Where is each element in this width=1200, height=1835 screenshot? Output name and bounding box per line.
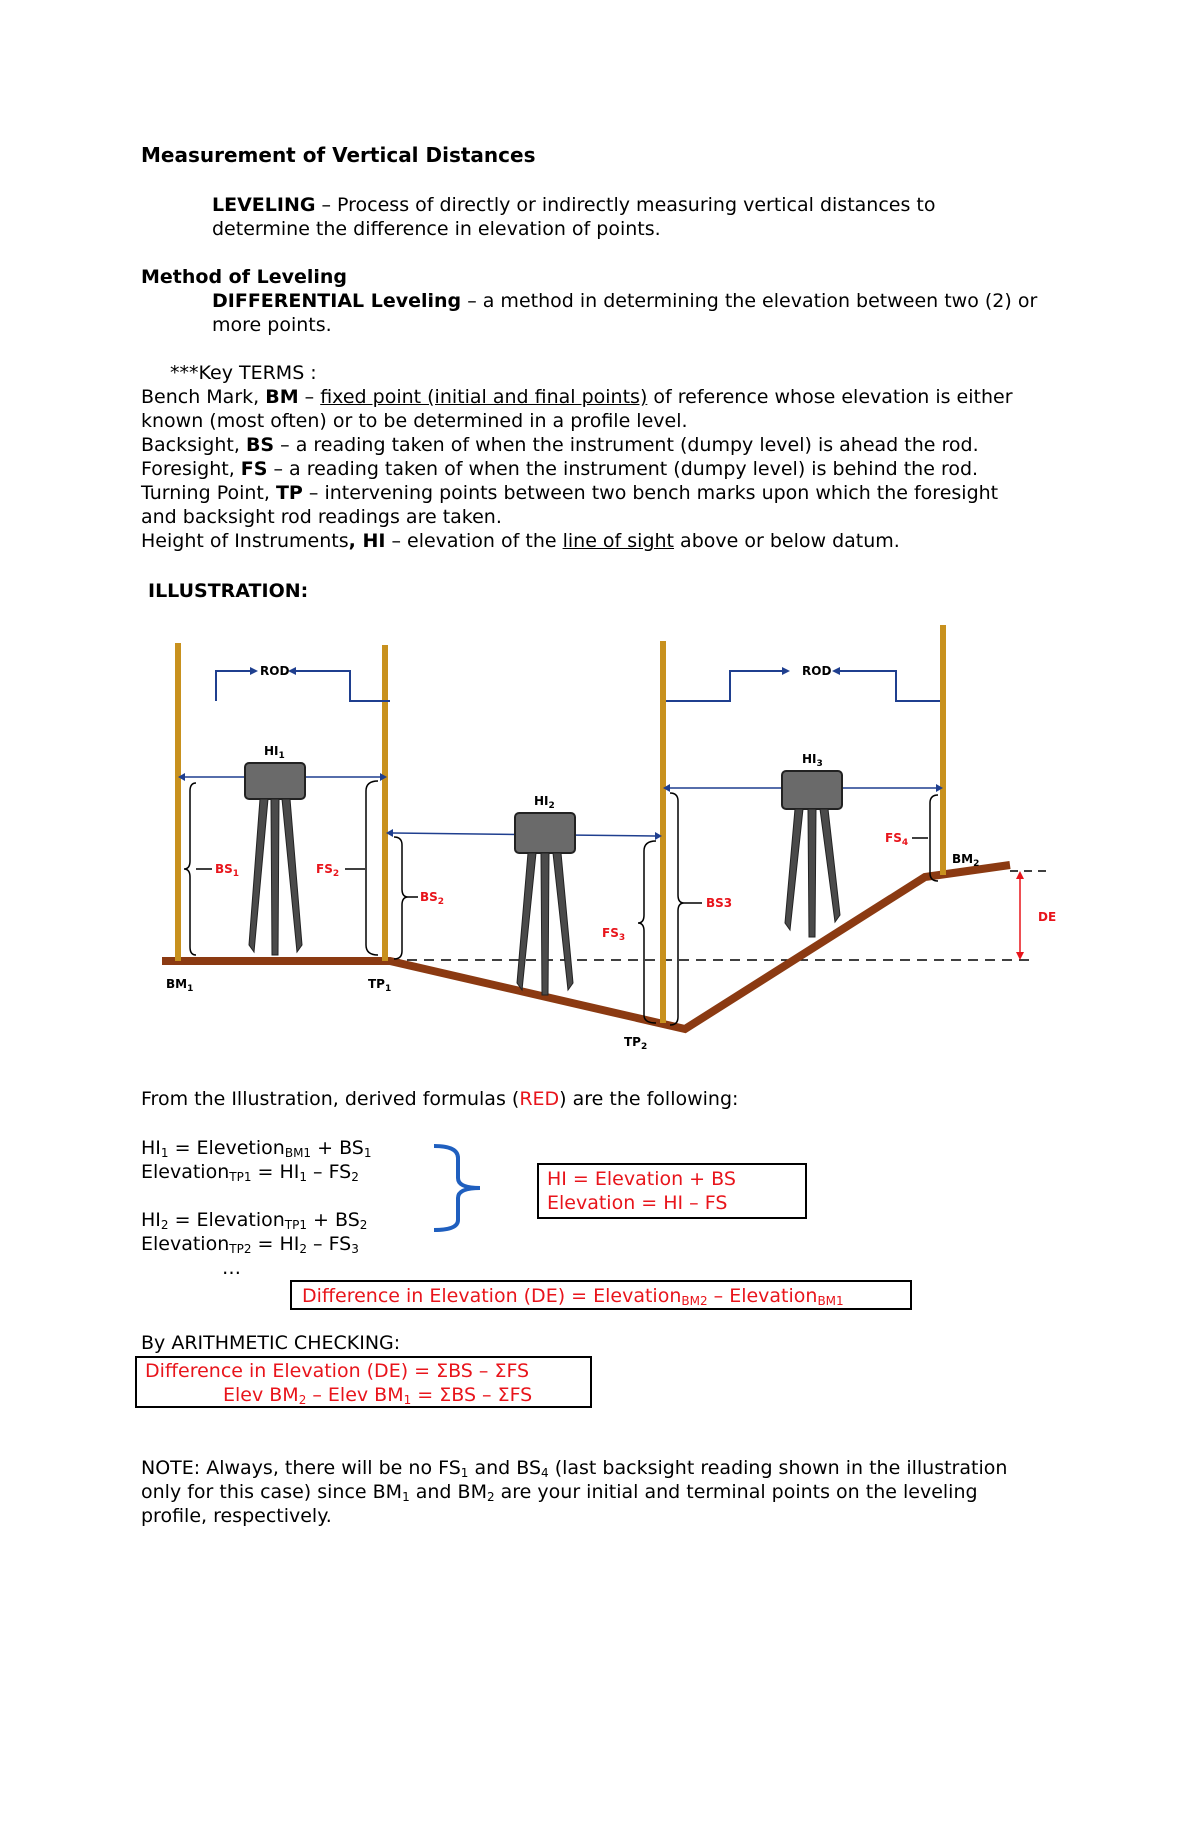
differential-term: DIFFERENTIAL Leveling bbox=[212, 290, 462, 312]
term-turning-point bbox=[141, 481, 998, 505]
formula-box-hi bbox=[537, 1163, 807, 1219]
formula-box-arithmetic bbox=[135, 1356, 592, 1408]
bs3-bracket bbox=[670, 793, 684, 1025]
formula-elev-tp2: Elevation$_{TP2}$ = $HI_2 - FS_3$ bbox=[141, 1233, 359, 1256]
hi-term: , HI bbox=[348, 530, 386, 552]
bs-rest: – a reading taken of when the instrument (dumpy level) is ahead the rod. bbox=[274, 434, 979, 456]
box-hi-line1: HI = Elevation + BS bbox=[547, 1168, 736, 1190]
arrow-icon bbox=[1016, 952, 1024, 960]
rod-bracket-left-b bbox=[296, 671, 390, 701]
hi-underlined: line of sight bbox=[562, 530, 675, 552]
arrow-icon bbox=[782, 667, 790, 675]
bm1-label: $BM_1$ bbox=[166, 977, 194, 994]
box-de-text: Difference in Elevation (DE) = Elevation$_{BM2}$ – Elevation$_{BM1}$ bbox=[302, 1285, 844, 1308]
hi1-label: $HI_1$ bbox=[264, 744, 285, 761]
fs4-bracket bbox=[930, 795, 938, 881]
bm-rest: of reference whose elevation is either bbox=[647, 386, 1013, 408]
formulas-intro-post: ) are the following: bbox=[559, 1088, 739, 1110]
formula-box-de bbox=[290, 1280, 912, 1310]
key-terms-heading: ***Key TERMS : bbox=[170, 362, 317, 384]
box-hi-line2: Elevation = HI – FS bbox=[547, 1192, 728, 1214]
differential-definition-line2: more points. bbox=[212, 314, 332, 336]
differential-text: – a method in determining the elevation between two (2) or bbox=[461, 290, 1038, 312]
illustration-heading: ILLUSTRATION: bbox=[148, 580, 309, 602]
bs1-label: $BS_1$ bbox=[215, 862, 240, 879]
formula-hi1: $HI_1$ = Elevetion$_{BM1}$ + $BS_1$ bbox=[141, 1137, 372, 1160]
arithmetic-heading: By ARITHMETIC CHECKING: bbox=[141, 1332, 401, 1354]
bm2-label: $BM_2$ bbox=[952, 852, 980, 869]
term-bench-mark bbox=[141, 385, 1013, 409]
rod-label-right: ROD bbox=[802, 664, 832, 678]
note-line3: profile, respectively. bbox=[141, 1505, 332, 1527]
fs3-bracket bbox=[638, 841, 656, 1023]
differential-definition bbox=[212, 289, 1037, 313]
dumpy-level-2 bbox=[515, 813, 575, 995]
bm-dash: – bbox=[298, 386, 321, 408]
hi3-label: $HI_3$ bbox=[802, 752, 823, 769]
rod-bm2 bbox=[940, 625, 946, 875]
hi-rest2: above or below datum. bbox=[674, 530, 900, 552]
hi-rest: – elevation of the bbox=[385, 530, 563, 552]
term-backsight bbox=[141, 433, 979, 457]
arrow-icon bbox=[1016, 871, 1024, 879]
formulas-intro-pre: From the Illustration, derived formulas ( bbox=[141, 1088, 520, 1110]
fs-rest: – a reading taken of when the instrument (dumpy level) is behind the rod. bbox=[267, 458, 979, 480]
term-turning-point-line2: and backsight rod readings are taken. bbox=[141, 506, 502, 528]
rod-label-left: ROD bbox=[260, 664, 290, 678]
rod-bracket-right-a bbox=[666, 671, 782, 701]
formulas-intro bbox=[141, 1087, 738, 1111]
bs-term: BS bbox=[245, 434, 275, 456]
bm-term: BM bbox=[265, 386, 299, 408]
tp2-label: $TP_2$ bbox=[624, 1035, 648, 1052]
fs-term: FS bbox=[240, 458, 268, 480]
box-arith-line1: Difference in Elevation (DE) = ΣBS – ΣFS bbox=[145, 1360, 530, 1382]
tp-pre: Turning Point, bbox=[141, 482, 276, 504]
fs3-label: $FS_3$ bbox=[602, 926, 626, 943]
formulas-intro-red: RED bbox=[519, 1088, 560, 1110]
leveling-definition bbox=[212, 193, 935, 217]
rod-bracket-right-b bbox=[840, 671, 940, 701]
tp-term: TP bbox=[275, 482, 303, 504]
leveling-text: – Process of directly or indirectly measuring vertical distances to bbox=[315, 194, 936, 216]
rod-tp2 bbox=[660, 641, 666, 1023]
rod-bracket-left-a bbox=[216, 671, 250, 701]
ground-profile bbox=[162, 865, 1010, 1029]
dumpy-level-1 bbox=[245, 763, 305, 955]
bs-pre: Backsight, bbox=[141, 434, 246, 456]
bm-underlined: fixed point (initial and final points) bbox=[320, 386, 648, 408]
de-label: DE bbox=[1038, 910, 1057, 924]
curly-brace-icon bbox=[428, 1140, 488, 1236]
bs2-bracket bbox=[394, 837, 408, 959]
fs2-bracket bbox=[366, 781, 378, 955]
rod-tp1-front bbox=[382, 645, 388, 961]
note-line2: only for this case) since $BM_1$ and $BM_2$ are your initial and terminal points on the leveling bbox=[141, 1481, 978, 1504]
bs2-label: $BS_2$ bbox=[420, 890, 445, 907]
hi-pre: Height of Instruments bbox=[141, 530, 349, 552]
formula-elev-tp1: Elevation$_{TP1}$ = $HI_1 - FS_2$ bbox=[141, 1161, 359, 1184]
tp-rest: – intervening points between two bench marks upon which the foresight bbox=[302, 482, 999, 504]
term-height-of-instrument bbox=[141, 529, 900, 553]
page-title: Measurement of Vertical Distances bbox=[141, 143, 536, 167]
arrow-icon bbox=[250, 667, 258, 675]
leveling-term: LEVELING bbox=[212, 194, 316, 216]
bs1-bracket bbox=[184, 783, 196, 955]
bm-pre: Bench Mark, bbox=[141, 386, 266, 408]
term-foresight bbox=[141, 457, 978, 481]
bs3-label: BS3 bbox=[706, 896, 733, 910]
dumpy-level-3 bbox=[782, 771, 842, 937]
rod-bm1 bbox=[175, 643, 181, 961]
term-bench-mark-line2: known (most often) or to be determined in a profile level. bbox=[141, 410, 688, 432]
formula-hi2: $HI_2$ = Elevation$_{TP1}$ + $BS_2$ bbox=[141, 1209, 368, 1232]
fs-pre: Foresight, bbox=[141, 458, 241, 480]
arrow-icon bbox=[832, 667, 840, 675]
formula-ellipsis: … bbox=[222, 1257, 241, 1279]
tp1-label: $TP_1$ bbox=[368, 977, 392, 994]
note-line1: NOTE: Always, there will be no $FS_1$ and $BS_4$ (last backsight reading shown in the illustration bbox=[141, 1457, 1008, 1480]
leveling-definition-line2: determine the difference in elevation of points. bbox=[212, 218, 661, 240]
fs4-label: $FS_4$ bbox=[885, 831, 909, 848]
hi2-label: $HI_2$ bbox=[534, 794, 555, 811]
fs2-label: $FS_2$ bbox=[316, 862, 340, 879]
leveling-diagram bbox=[150, 615, 1080, 1055]
box-arith-line2: Elev $BM_2$ – Elev $BM_1 = \Sigma BS - \Sigma FS$ bbox=[223, 1384, 533, 1407]
method-heading: Method of Leveling bbox=[141, 266, 348, 288]
